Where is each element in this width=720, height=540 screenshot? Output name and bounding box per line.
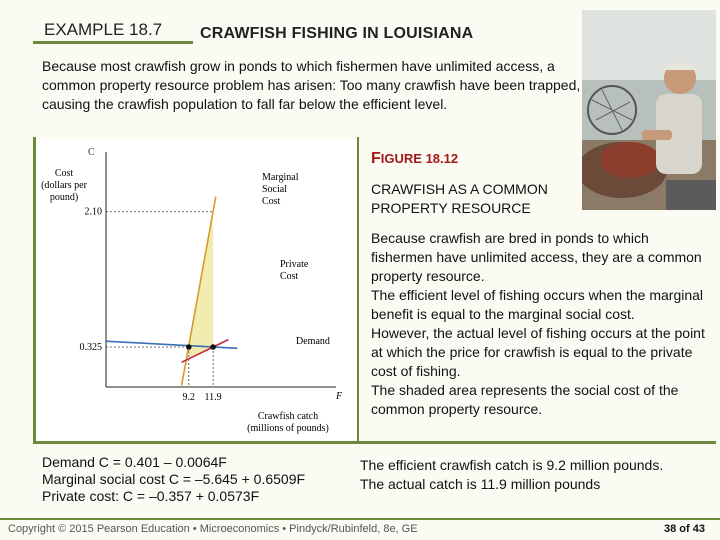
fisherman-photo: [582, 10, 716, 210]
figure-caption: [371, 229, 711, 419]
crawfish-chart: [36, 140, 357, 441]
example-label: EXAMPLE 18.7: [44, 20, 163, 39]
example-underline: [33, 41, 193, 44]
y-tick-label: 0.325: [79, 341, 102, 353]
figure-label: FIGURE 18.12: [371, 150, 459, 167]
footer-copyright: Copyright © 2015 Pearson Education • Microeconomics • Pindyck/Rubinfeld, 8e, GE: [8, 523, 418, 535]
y-axis-letter: C: [88, 147, 95, 158]
equilibrium-point: [186, 344, 192, 350]
msc-curve-label: Marginal Social Cost: [262, 172, 299, 207]
result-block: [360, 456, 663, 494]
x-tick-label: 9.2: [182, 392, 196, 403]
figure-subtitle: CRAWFISH AS A COMMON PROPERTY RESOURCE: [371, 181, 548, 216]
private-cost-equation: Private cost: C = –0.357 + 0.0573F: [42, 488, 260, 504]
x-axis-label: Crawfish catch (millions of pounds): [247, 411, 329, 434]
caption-paragraph: However, the actual level of fishing occurs at the point at which the price for crawfish is equal to the private cost of fishing.: [371, 325, 705, 379]
equilibrium-point: [210, 344, 216, 350]
x-axis-letter: F: [336, 391, 343, 402]
page-number: 38 of 43: [664, 523, 705, 535]
caption-paragraph: The efficient level of fishing occurs when the marginal benefit is equal to the marginal social cost.: [371, 287, 704, 322]
private-cost-curve-label: Private Cost: [280, 259, 309, 282]
caption-paragraph: Because crawfish are bred in ponds to which fishermen have unlimited access, they are a common property resource.: [371, 230, 702, 284]
equations-block: [42, 454, 305, 505]
msc-equation: Marginal social cost C = –5.645 + 0.6509F: [42, 471, 306, 487]
actual-catch-text: The actual catch is 11.9 million pounds: [360, 476, 601, 492]
caption-paragraph: The shaded area represents the social cost of the common property resource.: [371, 382, 679, 417]
intro-paragraph: Because most crawfish grow in ponds to which fishermen have unlimited access, a common property resource problem has arisen: Too many crawfish have been trapped, causing the crawfish population to fall far below the efficient level.: [42, 58, 581, 112]
x-tick-label: 11.9: [204, 392, 222, 403]
figure-frame-bottom: [33, 441, 716, 444]
demand-curve-label: Demand: [296, 336, 330, 347]
slide-title: CRAWFISH FISHING IN LOUISIANA: [200, 25, 474, 42]
y-tick-label: 2.10: [84, 206, 102, 218]
demand-equation: Demand C = 0.401 – 0.0064F: [42, 454, 227, 470]
footer-rule: [0, 518, 720, 520]
y-axis-label: Cost (dollars per pound): [41, 168, 87, 203]
figure-frame-divider: [357, 137, 359, 443]
efficient-catch-text: The efficient crawfish catch is 9.2 million pounds.: [360, 457, 664, 473]
